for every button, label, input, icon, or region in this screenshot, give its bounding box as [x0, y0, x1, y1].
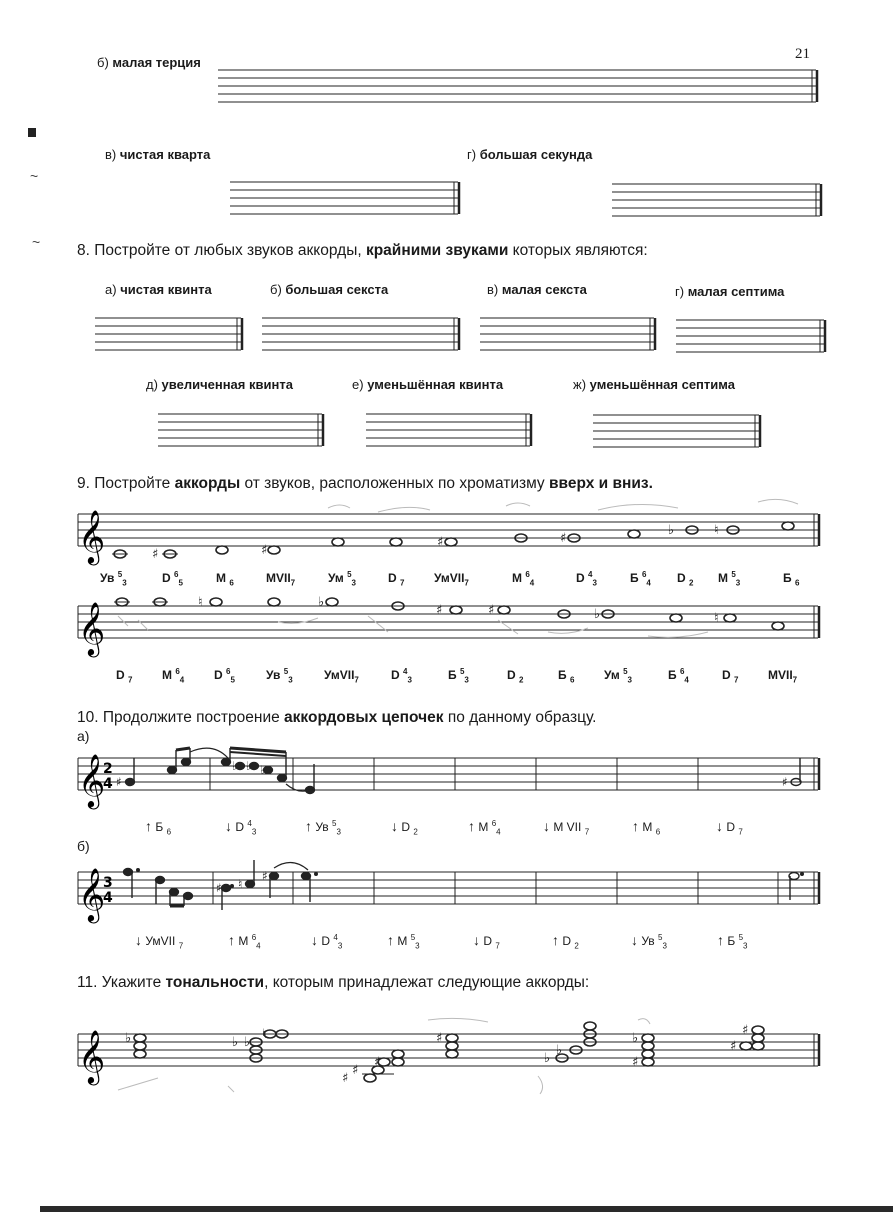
svg-text:♭: ♭ [632, 1031, 639, 1046]
svg-text:♯: ♯ [560, 531, 567, 546]
pencil-marks [328, 499, 798, 512]
task-10-heading [77, 709, 596, 727]
treble-clef-icon: 𝄞 [78, 509, 106, 563]
label-name: увеличенная квинта [161, 377, 293, 392]
task-text-bold: вверх и вниз. [549, 475, 653, 492]
svg-text:♯: ♯ [742, 1023, 749, 1038]
svg-text:♯: ♯ [216, 881, 222, 895]
task8-label-e [352, 377, 503, 392]
svg-text:♯: ♯ [632, 1055, 639, 1070]
interval-label-b-minor-third [97, 55, 201, 70]
svg-text:♯: ♯ [782, 775, 788, 789]
chord-label: D $^4_3$ [576, 570, 597, 588]
label-name: малая секста [501, 282, 587, 297]
pencil-marks [118, 616, 708, 637]
page-bottom-edge [40, 1206, 893, 1212]
staff-task10-b[interactable] [78, 858, 823, 928]
staff-task8-zh[interactable] [593, 413, 763, 451]
staff-task8-e[interactable] [366, 412, 534, 450]
task8-label-g [675, 284, 784, 299]
chord-label: D $_7$ [116, 668, 133, 685]
pencil-marks [118, 1018, 650, 1094]
label-name: большая секста [285, 282, 389, 297]
chord-label: М $^5_3$ [718, 570, 741, 588]
chord-label: УмVII$_7$ [434, 571, 469, 588]
treble-clef-icon: 𝄞 [78, 1029, 106, 1083]
task-number: 10. [77, 709, 99, 726]
chord-label: $MVII_7$ [266, 571, 296, 588]
chain-item: ↓ D $_7$ [473, 932, 500, 951]
label-prefix: д) [146, 377, 158, 392]
task-text: Постройте [94, 475, 171, 492]
accidentals [198, 595, 719, 626]
interval-label-g-major-second [467, 147, 592, 162]
margin-mark: ~ [30, 168, 39, 184]
time-signature-top: 2 [103, 761, 113, 777]
task10-a-chain [145, 818, 845, 838]
slurs [274, 862, 308, 870]
label-name: большая секунда [479, 147, 593, 162]
chord-label: Ум $^5_3$ [328, 570, 356, 588]
svg-text:♭: ♭ [260, 763, 266, 777]
task-8-heading [77, 242, 648, 260]
svg-text:♯: ♯ [261, 543, 268, 558]
svg-text:♯: ♯ [152, 547, 159, 562]
label-prefix: ж) [573, 377, 587, 392]
chain-item: ↑ Ув $^5_3$ [305, 818, 341, 837]
task8-label-v [487, 282, 587, 297]
task8-label-b [270, 282, 388, 297]
treble-clef-icon: 𝄞 [78, 601, 106, 655]
label-prefix: а) [105, 282, 117, 297]
time-signature-bottom: 4 [103, 890, 113, 906]
svg-text:♭: ♭ [246, 759, 252, 773]
chain-item: ↑ М $_6$ [632, 818, 661, 837]
chord-label: Ув $^5_3$ [266, 667, 293, 685]
staff-task8-g[interactable] [676, 318, 828, 356]
task-text: которых являются: [512, 242, 648, 259]
svg-text:♭: ♭ [318, 595, 325, 610]
label-prefix: в) [105, 147, 117, 162]
printed-notes [112, 522, 794, 558]
svg-text:♯: ♯ [116, 775, 122, 789]
interval-label-v-perfect-fourth [105, 147, 210, 162]
task10-b-label: б) [77, 838, 90, 854]
svg-text:♮: ♮ [198, 595, 203, 610]
svg-text:♮: ♮ [714, 611, 719, 626]
label-name: уменьшённая квинта [367, 377, 504, 392]
task-text: Постройте от любых звуков аккорды, [94, 242, 362, 259]
label-name: чистая кварта [119, 147, 211, 162]
svg-text:♭: ♭ [594, 607, 601, 622]
chain-item: ↑ Б $^5_3$ [717, 932, 748, 951]
task9-row2-labels [88, 667, 818, 687]
staff-task11[interactable] [78, 1016, 823, 1096]
chain-item: ↑ М $^6_4$ [468, 818, 501, 837]
treble-clef-icon: 𝄞 [78, 753, 106, 807]
label-prefix: г) [675, 284, 685, 299]
chord-label: $MVII_7$ [768, 668, 798, 685]
chain-item: ↑ М $^6_4$ [228, 932, 261, 951]
staff-task8-v[interactable] [480, 316, 658, 354]
chord-label: Ум $^5_3$ [604, 667, 632, 685]
task-text-bold: крайними звуками [365, 242, 509, 259]
task-11-heading [77, 974, 589, 992]
svg-text:♭: ♭ [544, 1051, 551, 1066]
chord-label: Б $^6_4$ [668, 667, 689, 685]
chord-label: УмVII$_7$ [324, 668, 359, 685]
task-number: 8. [77, 242, 90, 259]
staff-perfect-fourth[interactable] [230, 180, 462, 220]
svg-text:♮: ♮ [238, 877, 243, 891]
chain-item: ↓ D $^4_3$ [225, 818, 257, 837]
staff-major-second[interactable] [612, 182, 824, 222]
task-text-bold: аккордовых цепочек [284, 709, 444, 726]
label-name: чистая квинта [120, 282, 212, 297]
chord-label: D $^6_5$ [214, 667, 235, 685]
chain-item: ↑ D $_2$ [552, 932, 579, 951]
svg-text:♭: ♭ [244, 1035, 251, 1050]
margin-mark: ~ [32, 234, 41, 250]
chord-label: Б $^5_3$ [448, 667, 469, 685]
label-prefix: б) [97, 55, 109, 70]
chain-item: ↓ D $_2$ [391, 818, 418, 837]
printed-notes [124, 860, 804, 910]
chord-label: М $^6_4$ [512, 570, 535, 588]
svg-text:♯: ♯ [342, 1071, 349, 1086]
task-text: Укажите [101, 974, 162, 991]
chord-label: М $_6$ [216, 571, 234, 588]
chain-item: ↓ D $^4_3$ [311, 932, 343, 951]
staff-task9-row1[interactable] [78, 500, 823, 570]
svg-text:♯: ♯ [437, 535, 444, 550]
task-text-bold: аккорды [174, 475, 241, 492]
label-prefix: е) [352, 377, 364, 392]
task10-a-label: а) [77, 728, 90, 744]
task-text: по данному образцу. [447, 709, 597, 726]
svg-text:♭: ♭ [232, 759, 238, 773]
staff-task8-d[interactable] [158, 412, 326, 450]
svg-text:♭: ♭ [556, 1043, 563, 1058]
task-text: , которым принадлежат следующие аккорды: [264, 974, 590, 991]
chain-item: ↓ М VII $_7$ [543, 818, 590, 837]
task9-row1-labels [88, 570, 818, 590]
treble-clef-icon: 𝄞 [78, 867, 106, 921]
task8-label-d [146, 377, 293, 392]
chain-item: ↓ D $_7$ [716, 818, 743, 837]
task-text-bold: тональности [165, 974, 265, 991]
label-name: малая септима [687, 284, 785, 299]
chord-label: Б $_6$ [558, 668, 575, 685]
staff-task10-a[interactable] [78, 744, 823, 814]
staff-task8-b[interactable] [262, 316, 462, 354]
chord-label: М $^6_4$ [162, 667, 185, 685]
svg-text:♯: ♯ [436, 603, 443, 618]
label-name: уменьшённая септима [589, 377, 735, 392]
svg-text:♮: ♮ [714, 523, 719, 538]
time-signature-top: 3 [103, 875, 113, 891]
chain-item: ↑ М $^5_3$ [387, 932, 420, 951]
label-name: малая терция [112, 55, 201, 70]
task-number: 9. [77, 475, 90, 492]
accidentals [152, 523, 719, 562]
chain-item: ↓ УмVII $_7$ [135, 932, 184, 951]
chord-label: D $_7$ [388, 571, 405, 588]
task-text: Продолжите построение [102, 709, 280, 726]
chord-label: D $^4_3$ [391, 667, 412, 685]
task8-label-zh [573, 377, 735, 392]
chain-item: ↑ Б $_6$ [145, 818, 172, 837]
chord-label: D $_2$ [677, 571, 694, 588]
time-signature-bottom: 4 [103, 776, 113, 792]
label-prefix: б) [270, 282, 282, 297]
task-9-heading [77, 475, 653, 493]
printed-chords [134, 1022, 764, 1082]
chord-label: D $_2$ [507, 668, 524, 685]
accidentals [125, 1023, 748, 1086]
task10-b-chain [135, 932, 835, 952]
svg-text:♯: ♯ [436, 1031, 443, 1046]
svg-text:♭: ♭ [232, 1035, 239, 1050]
label-prefix: в) [487, 282, 499, 297]
chord-label: D $_7$ [722, 668, 739, 685]
page-number: 21 [795, 46, 810, 62]
staff-minor-third[interactable] [218, 62, 822, 106]
task-text: от звуков, расположенных по хроматизму [244, 475, 545, 492]
binder-mark [28, 128, 36, 137]
task-number: 11. [77, 974, 98, 991]
printed-notes [126, 748, 802, 794]
task8-label-a [105, 282, 212, 297]
staff-task8-a[interactable] [95, 316, 245, 354]
svg-text:♭: ♭ [668, 523, 675, 538]
svg-text:♯: ♯ [488, 603, 495, 618]
svg-text:♯: ♯ [730, 1039, 737, 1054]
chord-label: D $^6_5$ [162, 570, 183, 588]
chord-label: Ув $^5_3$ [100, 570, 127, 588]
staff-task9-row2[interactable] [78, 596, 823, 660]
svg-text:♯: ♯ [352, 1063, 359, 1078]
svg-text:♯: ♯ [374, 1055, 381, 1070]
svg-text:♯: ♯ [262, 869, 268, 883]
chord-label: Б $_6$ [783, 571, 800, 588]
svg-text:♮: ♮ [262, 1027, 267, 1042]
chain-item: ↓ Ув $^5_3$ [631, 932, 667, 951]
chord-label: Б $^6_4$ [630, 570, 651, 588]
svg-text:♭: ♭ [125, 1031, 132, 1046]
label-prefix: г) [467, 147, 477, 162]
